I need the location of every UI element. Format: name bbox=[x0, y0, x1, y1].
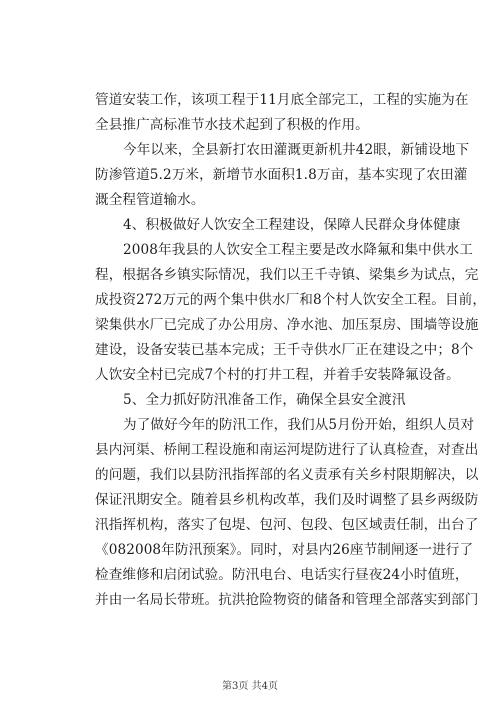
text-line: 的问题，我们以县防汛指挥部的名义责承有关乡村限期解决，以 bbox=[95, 467, 479, 483]
text-line: 今年以来，全县新打农田灌溉更新机井42眼，新铺设地下 bbox=[123, 142, 470, 158]
text-line: 《082008年防汛预案》。同时，对县内26座节制闸逐一进行了 bbox=[95, 542, 474, 558]
text-line: 汛指挥机构，落实了包堤、包河、包段、包区域责任制，出台了 bbox=[95, 517, 479, 533]
text-line: 人饮安全村已完成7个村的打井工程，并着手安装降氟设备。 bbox=[95, 367, 460, 383]
text-line: 为了做好今年的防汛工作，我们从5月份开始，组织人员对 bbox=[123, 417, 475, 433]
text-line: 4、积极做好人饮安全工程建设，保障人民群众身体健康 bbox=[123, 217, 461, 233]
text-line: 县内河渠、桥闸工程设施和南运河堤防进行了认真检查，对查出 bbox=[95, 442, 479, 458]
text-line: 并由一名局长带班。抗洪抢险物资的储备和管理全部落实到部门 bbox=[95, 592, 479, 608]
text-line: 2008年我县的人饮安全工程主要是改水降氟和集中供水工 bbox=[123, 242, 473, 258]
document-body bbox=[95, 88, 487, 613]
text-line: 建设，设备安装已基本完成；王千寺供水厂正在建设之中；8个 bbox=[95, 342, 474, 358]
text-line: 溉全程管道输水。 bbox=[95, 192, 205, 208]
text-line: 5、全力抓好防汛准备工作，确保全县安全渡汛 bbox=[123, 392, 406, 408]
text-line: 管道安装工作，该项工程于11月底全部完工，工程的实施为在 bbox=[95, 92, 469, 108]
text-line: 保证汛期安全。随着县乡机构改革，我们及时调整了县乡两级防 bbox=[95, 492, 479, 508]
page-footer: 第3页 共4页 bbox=[222, 681, 278, 692]
text-line: 防渗管道5.2万米，新增节水面积1.8万亩，基本实现了农田灌 bbox=[95, 167, 468, 183]
text-line: 程，根据各乡镇实际情况，我们以王千寺镇、梁集乡为试点，完 bbox=[95, 267, 479, 283]
text-line: 全县推广高标准节水技术起到了积极的作用。 bbox=[95, 117, 369, 133]
text-line: 检查维修和启闭试验。防汛电台、电话实行昼夜24小时值班， bbox=[95, 567, 469, 583]
text-line: 梁集供水厂已完成了办公用房、净水池、加压泵房、围墙等设施 bbox=[95, 317, 479, 333]
text-line: 成投资272万元的两个集中供水厂和8个村人饮安全工程。目前， bbox=[95, 292, 487, 308]
